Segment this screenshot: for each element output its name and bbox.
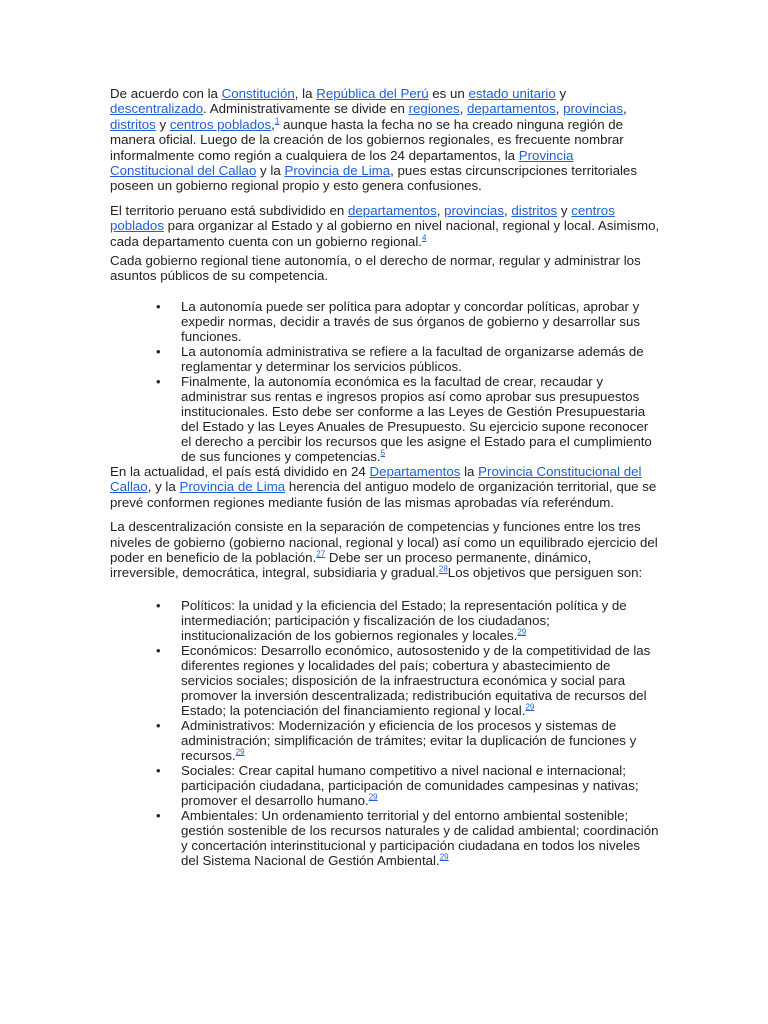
list-item-text: La autonomía administrativa se refiere a la facultad de organizarse además de reglamentar y determinar los servicios públicos. xyxy=(181,343,644,374)
text: , xyxy=(436,202,445,218)
footnote-ref[interactable]: 29 xyxy=(439,852,449,862)
footnote-ref[interactable]: 5 xyxy=(380,448,386,458)
link-distritos[interactable]: distritos xyxy=(511,202,558,218)
footnote-ref[interactable]: 1 xyxy=(274,116,280,126)
link-provincia-constitucional-callao[interactable]: Provincia Constitucional del Callao xyxy=(110,463,642,495)
text: aunque hasta la fecha no se ha creado ninguna región de manera oficial. Luego de la creación de los gobiernos regionales, es frecuente nombrar informalmente como región a cualquiera de los 24 departamentos, la xyxy=(110,116,624,163)
link-republica-del-peru[interactable]: República del Perú xyxy=(316,86,429,101)
text: y xyxy=(155,116,170,132)
text: y xyxy=(557,202,572,218)
list-item xyxy=(110,763,660,808)
link-distritos[interactable]: distritos xyxy=(110,116,156,132)
link-centros-poblados[interactable]: centros poblados xyxy=(110,202,615,234)
text: Cada gobierno regional tiene autonomía, o el derecho de normar, regular y administrar los asuntos públicos de su competencia. xyxy=(110,253,641,284)
text: y xyxy=(555,86,567,101)
link-constitucion[interactable]: Constitución xyxy=(221,86,295,101)
paragraph-descentralizacion xyxy=(110,519,660,581)
list-item-text: Económicos: Desarrollo económico, autosostenido y de la competitividad de las diferentes regiones y localidades del país; cobertura y abastecimiento de servicios sociales; disposición de la infraestructura económica y social para promover la inversión descentralizada; redistribución equitativa de recursos del Estado; la potenciación del financiamiento regional y local. xyxy=(181,642,651,718)
text: es un xyxy=(428,86,469,101)
footnote-ref[interactable]: 29 xyxy=(517,627,527,637)
link-departamentos[interactable]: departamentos xyxy=(467,101,556,117)
link-provincia-de-lima[interactable]: Provincia de Lima xyxy=(179,479,286,495)
text: La descentralización consiste en la separación de competencias y funciones entre los tres niveles de gobierno (gobierno nacional, regional y local) así como un equilibrado ejercicio del poder en beneficio de la población. xyxy=(110,519,658,565)
text: . Administrativamente se divide en xyxy=(203,101,409,117)
list-item-text: Políticos: la unidad y la eficiencia del Estado; la representación política y de intermediación; participación y fiscalización de los ciudadanos; institucionalización de los gobiernos regionales y locales. xyxy=(181,597,627,643)
link-departamentos[interactable]: departamentos xyxy=(348,202,437,218)
text: Los objetivos que persiguen son: xyxy=(447,565,643,581)
paragraph-autonomia xyxy=(110,253,660,284)
list-item-text: Ambientales: Un ordenamiento territorial y del entorno ambiental sostenible; gestión sostenible de los recursos naturales y de calidad ambiental; coordinación y concertación interinstitucional y participación ciudadana en todos los niveles del Sistema Nacional de Gestión Ambiental. xyxy=(181,807,659,868)
link-descentralizado[interactable]: descentralizado xyxy=(110,101,204,117)
text: , y la xyxy=(147,479,180,495)
link-centros-poblados[interactable]: centros poblados xyxy=(169,116,272,132)
text: , xyxy=(459,101,468,117)
list-item xyxy=(110,718,660,763)
footnote-ref[interactable]: 29 xyxy=(525,702,535,712)
paragraph-subdivision xyxy=(110,203,660,249)
list-item xyxy=(110,808,660,868)
footnote-ref[interactable]: 4 xyxy=(421,233,427,243)
footnote-ref[interactable]: 29 xyxy=(235,747,245,757)
link-regiones[interactable]: regiones xyxy=(408,101,460,117)
text: para organizar al Estado y al gobierno en nivel nacional, regional y local. Asimismo, cada departamento cuenta con un gobierno regional. xyxy=(110,218,660,249)
text: En la actualidad, el país está dividido en 24 xyxy=(110,463,370,479)
list-item xyxy=(110,643,660,718)
link-departamentos[interactable]: Departamentos xyxy=(369,463,461,479)
list-item xyxy=(110,344,660,374)
text: la xyxy=(460,463,479,479)
text: De acuerdo con la xyxy=(110,86,222,101)
link-provincias[interactable]: provincias xyxy=(563,101,623,117)
text: Debe ser un proceso permanente, dinámico, irreversible, democrática, integral, subsidiaria y gradual. xyxy=(110,549,592,581)
link-provincia-de-lima[interactable]: Provincia de Lima xyxy=(284,163,391,179)
list-item-text: La autonomía puede ser política para adoptar y concordar políticas, aprobar y expedir normas, decidir a través de sus órganos de gobierno y desarrollar sus funciones. xyxy=(181,298,640,344)
list-item xyxy=(110,374,660,464)
document-body xyxy=(110,86,660,868)
text: , la xyxy=(294,86,317,101)
text: herencia del antiguo modelo de organización territorial, que se prevé conformen regiones mediante fusión de las mismas aprobadas vía referéndum. xyxy=(110,479,657,510)
text: , xyxy=(555,101,564,117)
footnote-ref[interactable]: 27 xyxy=(316,549,326,559)
list-item-text: Finalmente, la autonomía económica es la facultad de crear, recaudar y administrar sus rentas e ingresos propios así como aprobar sus presupuestos institucionales. Esto debe ser conforme a las Leyes de Gestión Presupuestaria del Estado y las Leyes Anuales de Presupuesto. Su ejercicio supone reconocer el derecho a percibir los recursos que les asigne el Estado para el cumplimiento de sus funciones y competencias. xyxy=(181,373,652,464)
list-item xyxy=(110,299,660,344)
autonomy-list xyxy=(110,299,660,464)
text: y la xyxy=(256,163,285,179)
paragraph-actualidad xyxy=(110,464,660,510)
text: El territorio peruano está subdividido en xyxy=(110,202,349,218)
list-item-text: Sociales: Crear capital humano competitivo a nivel nacional e internacional; participación ciudadana, participación de comunidades campesinas y nativas; promover el desarrollo humano. xyxy=(181,762,639,808)
text: , xyxy=(622,101,627,117)
objectives-list xyxy=(110,598,660,868)
text: , xyxy=(503,202,512,218)
link-provincia-constitucional-callao[interactable]: Provincia Constitucional del Callao xyxy=(110,147,574,179)
list-item xyxy=(110,598,660,643)
list-item-text: Administrativos: Modernización y eficiencia de los procesos y sistemas de administración; simplificación de trámites; evitar la duplicación de funciones y recursos. xyxy=(181,717,637,763)
link-estado-unitario[interactable]: estado unitario xyxy=(468,86,556,101)
link-provincias[interactable]: provincias xyxy=(444,202,504,218)
paragraph-intro xyxy=(110,86,660,194)
footnote-ref[interactable]: 29 xyxy=(368,792,378,802)
text: , xyxy=(271,116,275,132)
text: , pues estas circunscripciones territoriales poseen un gobierno regional propio y esto genera confusiones. xyxy=(110,163,637,194)
footnote-ref[interactable]: 28 xyxy=(438,564,448,574)
